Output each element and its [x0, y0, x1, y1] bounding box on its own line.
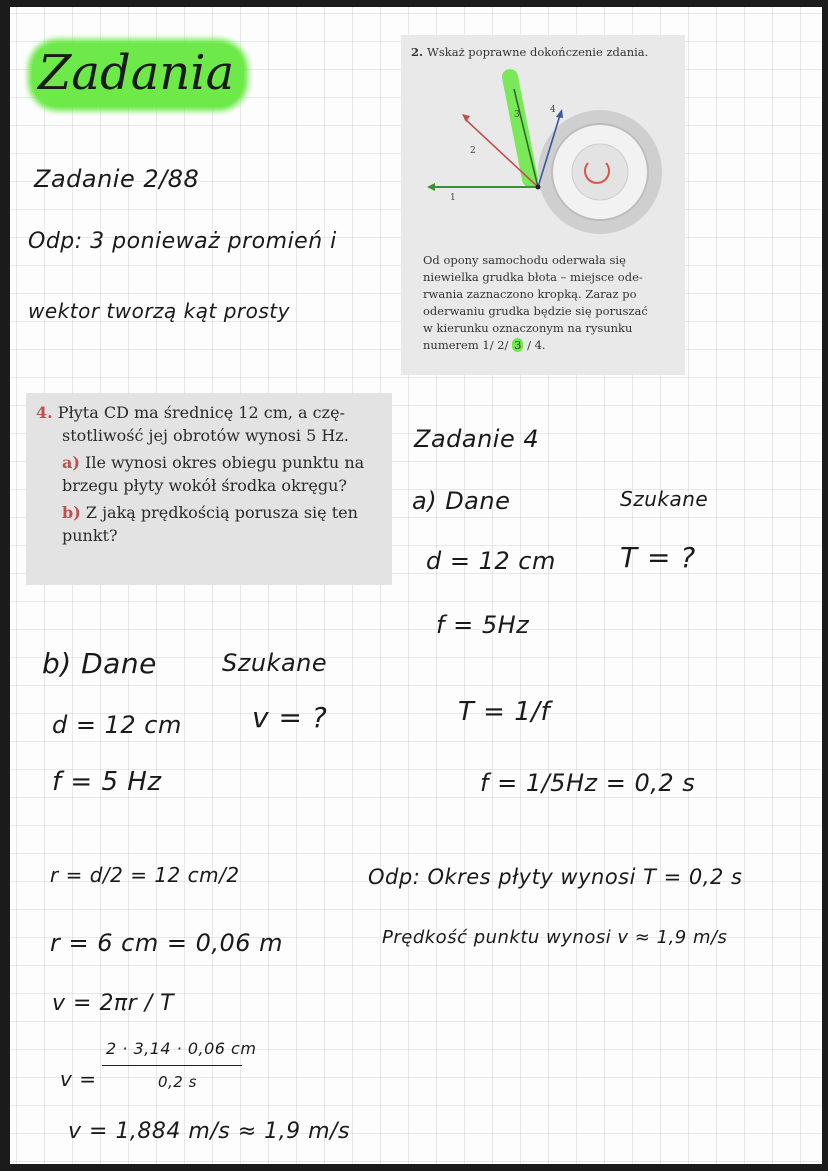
answer-speed: Prędkość punktu wynosi v ≈ 1,9 m/s: [382, 927, 728, 948]
speed-prefix: v =: [60, 1067, 97, 1091]
arrow-label-2: 2: [470, 146, 476, 156]
task-2-text-line: niewielka grudka błota – miejsce ode-: [423, 270, 643, 284]
tire-diagram: [410, 67, 680, 237]
task-2-text-line: Od opony samochodu oderwała się: [423, 253, 626, 267]
task-4-b: [36, 501, 381, 524]
task-4-a-label: a): [62, 453, 80, 472]
mud-spot: [536, 185, 541, 190]
part-a-diameter: d = 12 cm: [426, 547, 556, 575]
part-a-unknown-T: T = ?: [620, 541, 696, 574]
part-a-frequency: f = 5Hz: [436, 611, 530, 639]
answer-period: Odp: Okres płyty wynosi T = 0,2 s: [368, 865, 743, 889]
part-b-dane: b) Dane: [42, 647, 157, 680]
speed-substitution-denominator: 0,2 s: [158, 1073, 197, 1091]
part-b-frequency: f = 5 Hz: [52, 767, 162, 797]
task-4-b-line-2: punkt?: [62, 526, 118, 545]
task-2-text-line: oderwaniu grudka będzie się poruszać: [423, 304, 648, 318]
page-title: Zadania: [32, 43, 244, 107]
fraction-bar: [102, 1065, 242, 1066]
task-2-88-answer-line-2: wektor tworzą kąt prosty: [28, 299, 290, 323]
task-4-a: [36, 451, 381, 474]
part-a-szukane: Szukane: [620, 487, 709, 511]
speed-result: v = 1,884 m/s ≈ 1,9 m/s: [68, 1119, 350, 1144]
task-2-88-answer-line-1: Odp: 3 ponieważ promień i: [28, 229, 337, 254]
task-4-line-1: [36, 401, 381, 424]
task-4-b-line-1: Z jaką prędkością porusza się ten: [85, 503, 358, 522]
arrow-label-1: 1: [450, 193, 456, 203]
task-2-final-line: [423, 337, 673, 354]
task-4-intro-2: stotliwość jej obrotów wynosi 5 Hz.: [62, 426, 349, 445]
arrow-1-head: [427, 183, 435, 191]
task-2-final-suffix: / 4.: [527, 338, 546, 352]
task-4-a-line-2: brzegu płyty wokół środka okręgu?: [62, 476, 347, 495]
task-2-text-line: w kierunku oznaczonym na rysunku: [423, 321, 633, 335]
task-4-number: 4.: [36, 403, 53, 422]
part-b-diameter: d = 12 cm: [52, 711, 182, 739]
task-4-text: [36, 401, 381, 547]
speed-formula: v = 2πr / T: [52, 991, 175, 1016]
arrow-label-3: 3: [514, 110, 520, 120]
task-2-number: 2.: [411, 45, 424, 59]
task-2-text: [423, 252, 673, 354]
part-a-dane: a) Dane: [412, 487, 511, 515]
task-4-b-label: b): [62, 503, 81, 522]
task-2-prompt: Wskaż poprawne dokończenie zdania.: [427, 45, 649, 59]
arrow-2-head: [462, 114, 470, 122]
part-b-szukane: Szukane: [222, 649, 328, 677]
task-2-header: [411, 45, 648, 59]
part-b-unknown-v: v = ?: [252, 701, 328, 734]
task-4-intro-1: Płyta CD ma średnicę 12 cm, a czę-: [57, 403, 345, 422]
task-4-a-line-1: Ile wynosi okres obiegu punktu na: [85, 453, 365, 472]
task-4-heading: Zadanie 4: [414, 425, 540, 453]
speed-substitution-numerator: 2 · 3,14 · 0,06 cm: [106, 1039, 257, 1058]
task-2-88-heading: Zadanie 2/88: [34, 165, 200, 193]
task-4-textbook-box: [26, 393, 392, 585]
arrow-label-4: 4: [550, 105, 556, 115]
task-2-final-prefix: numerem 1/ 2/: [423, 338, 509, 352]
radius-value: r = 6 cm = 0,06 m: [50, 929, 284, 957]
arrow-4-head: [556, 109, 563, 118]
task-2-chosen-answer: 3: [514, 338, 522, 352]
radius-formula: r = d/2 = 12 cm/2: [50, 863, 240, 887]
period-calculation: f = 1/5Hz = 0,2 s: [480, 769, 696, 797]
tire-hub: [572, 144, 628, 200]
period-formula: T = 1/f: [458, 697, 551, 727]
task-2-text-line: rwania zaznaczono kropką. Zaraz po: [423, 287, 637, 301]
notebook-page: [10, 7, 822, 1164]
